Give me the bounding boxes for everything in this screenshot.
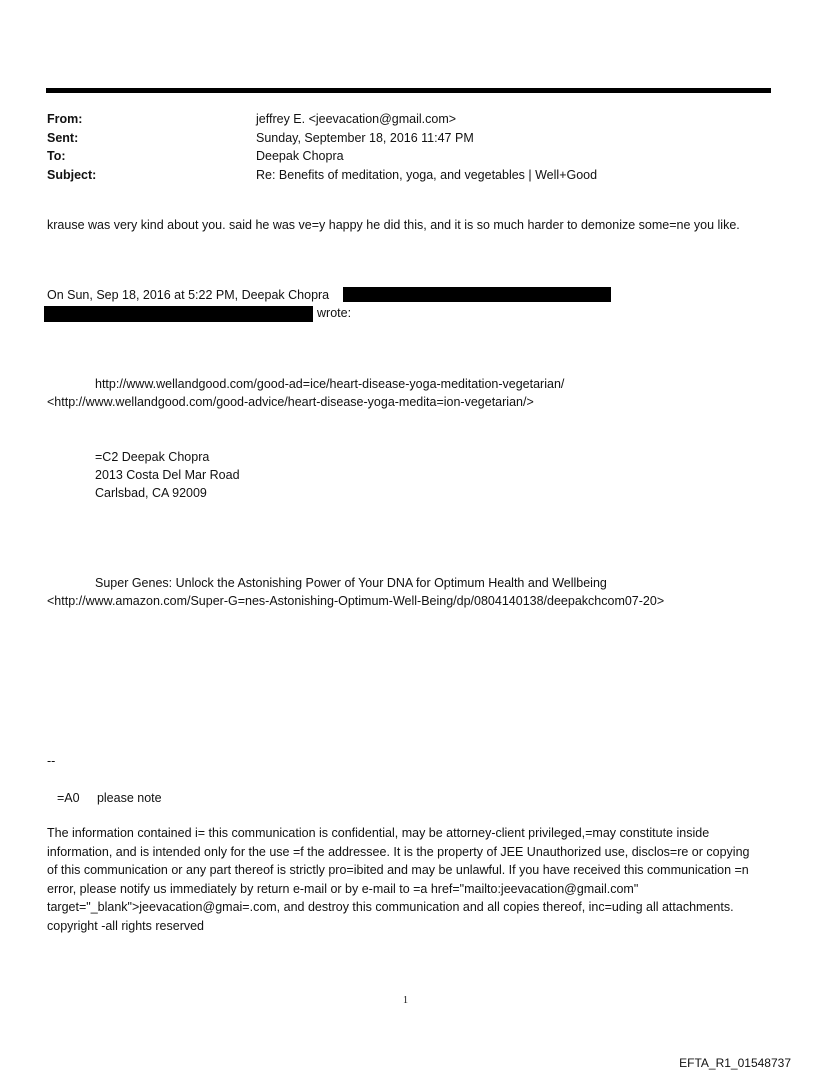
please-note: =A0 please note [57,791,162,805]
to-label: To: [47,149,66,163]
header-rule [46,88,771,93]
signature-separator: -- [47,754,56,768]
article-link-url[interactable]: <http://www.wellandgood.com/good-advice/heart-disease-yoga-medita=ion-vegetarian/> [47,395,534,409]
book-title: Super Genes: Unlock the Astonishing Power of Your DNA for Optimum Health and Wellbeing [95,576,607,590]
quote-intro: On Sun, Sep 18, 2016 at 5:22 PM, Deepak Chopra [47,288,330,302]
to-value: Deepak Chopra [256,149,344,163]
document-id: EFTA_R1_01548737 [679,1056,791,1070]
reply-text: krause was very kind about you. said he was ve=y happy he did this, and it is so much harder to demonize some=ne you like. [47,218,740,232]
signature-address-line2: Carlsbad, CA 92009 [95,486,207,500]
subject-value: Re: Benefits of meditation, yoga, and vegetables | Well+Good [256,167,598,182]
signature-address-line1: 2013 Costa Del Mar Road [95,468,240,482]
disclaimer-text: The information contained i= this communication is confidential, may be attorney-client privileged,=may constitute inside information, and is intended only for the use =f the addressee. It is the property of JEE Unauthorized use, disclos=re or copying of this communication or any part thereof is strictly pro=ibited and may be unlawful. If you have received this communication =n error, please notify us immediately by return e-mail or by e-mail to =a href="mailto:jeevacation@gmail.com" target="_blank">jeevacation@gmai=.com, and destroy this communication and all copies thereof, inc=uding all attachments. copyright -all rights reserved [47,826,750,933]
redaction-box [44,306,313,322]
sent-value: Sunday, September 18, 2016 11:47 PM [256,130,474,145]
book-link[interactable]: <http://www.amazon.com/Super-G=nes-Astonishing-Optimum-Well-Being/dp/0804140138/deepakchcom07-20> [47,594,665,608]
signature-name: =C2 Deepak Chopra [95,450,210,464]
from-label: From: [47,112,83,126]
article-link-line[interactable]: http://www.wellandgood.com/good-ad=ice/heart-disease-yoga-meditation-vegetarian/ [95,377,565,391]
from-value: jeffrey E. <jeevacation@gmail.com> [256,112,457,126]
redaction-box [343,287,611,302]
sent-label: Sent: [47,130,79,145]
quote-wrote: wrote: [317,306,352,320]
page-number: 1 [403,995,408,1006]
subject-label: Subject: [47,167,97,182]
